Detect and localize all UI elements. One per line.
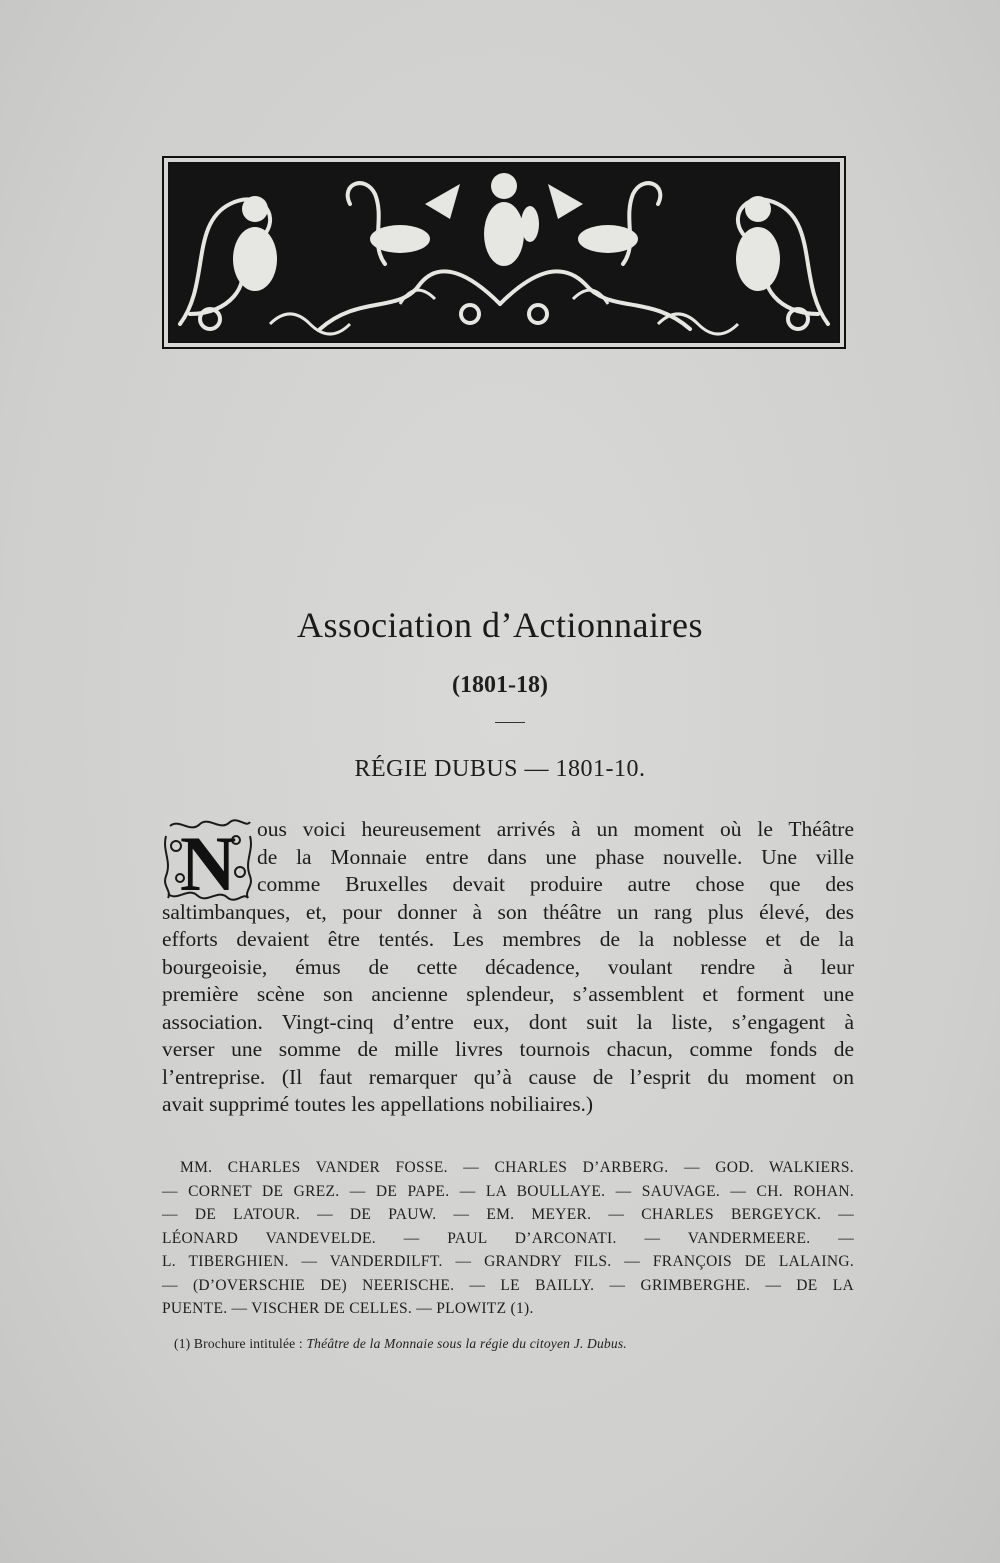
names-line: — (D’OVERSCHIE DE) NEERISCHE. — LE BAILLY. — GRIMBERGHE. — DE LA xyxy=(162,1276,854,1294)
body-line: bourgeoisie, émus de cette décadence, voulant rendre à leur xyxy=(162,954,854,979)
svg-text:N: N xyxy=(179,820,237,902)
names-line: LÉONARD VANDEVELDE. — PAUL D’ARCONATI. — VANDERMEERE. — xyxy=(162,1229,854,1247)
period-dates: (1801-18) xyxy=(452,672,548,698)
body-line: première scène son ancienne splendeur, s’assemblent et forment une xyxy=(162,982,854,1006)
footnote-title: Théâtre de la Monnaie sous la régie du citoyen J. Dubus. xyxy=(306,1336,627,1351)
names-line: — DE LATOUR. — DE PAUW. — EM. MEYER. — CHARLES BERGEYCK. — xyxy=(162,1206,854,1223)
body-line: association. Vingt-cinq d’entre eux, dont suit la liste, s’engagent à xyxy=(162,1009,854,1034)
names-line: PUENTE. — VISCHER DE CELLES. — PLOWITZ (1). xyxy=(162,1300,534,1317)
body-line: comme Bruxelles devait produire autre chose que des xyxy=(257,872,854,896)
body-line: efforts devaient être tentés. Les membres de la noblesse et de la xyxy=(162,927,854,951)
title-divider xyxy=(495,722,525,723)
body-line: verser une somme de mille livres tournois chacun, comme fonds de xyxy=(162,1037,854,1061)
cherubs-swans-ornament-icon xyxy=(170,164,838,341)
section-heading: RÉGIE DUBUS — 1801-10. xyxy=(354,756,646,782)
footnote-prefix: (1) Brochure intitulée : xyxy=(174,1336,307,1351)
shareholder-list xyxy=(162,1156,854,1321)
body-line: avait supprimé toutes les appellations nobiliaires.) xyxy=(162,1092,594,1116)
names-line: MM. CHARLES VANDER FOSSE. — CHARLES D’ARBERG. — GOD. WALKIERS. xyxy=(180,1159,854,1176)
names-line: — CORNET DE GREZ. — DE PAPE. — LA BOULLAYE. — SAUVAGE. — CH. ROHAN. xyxy=(162,1182,854,1200)
body-line: saltimbanques, et, pour donner à son théâtre un rang plus élevé, des xyxy=(162,899,854,924)
body-line: l’entreprise. (Il faut remarquer qu’à cause de l’esprit du moment on xyxy=(162,1064,854,1089)
names-line: L. TIBERGHIEN. — VANDERDILFT. — GRANDRY FILS. — FRANÇOIS DE LALAING. xyxy=(162,1253,854,1270)
footnote xyxy=(174,1336,874,1352)
body-paragraph xyxy=(162,816,854,1119)
ornamental-headpiece xyxy=(162,156,846,349)
bleed-through-text xyxy=(180,360,940,382)
body-line: ous voici heureusement arrivés à un moment où le Théâtre xyxy=(257,817,854,841)
body-line: de la Monnaie entre dans une phase nouvelle. Une ville xyxy=(257,844,854,869)
page-title: Association d’Actionnaires xyxy=(297,605,703,645)
